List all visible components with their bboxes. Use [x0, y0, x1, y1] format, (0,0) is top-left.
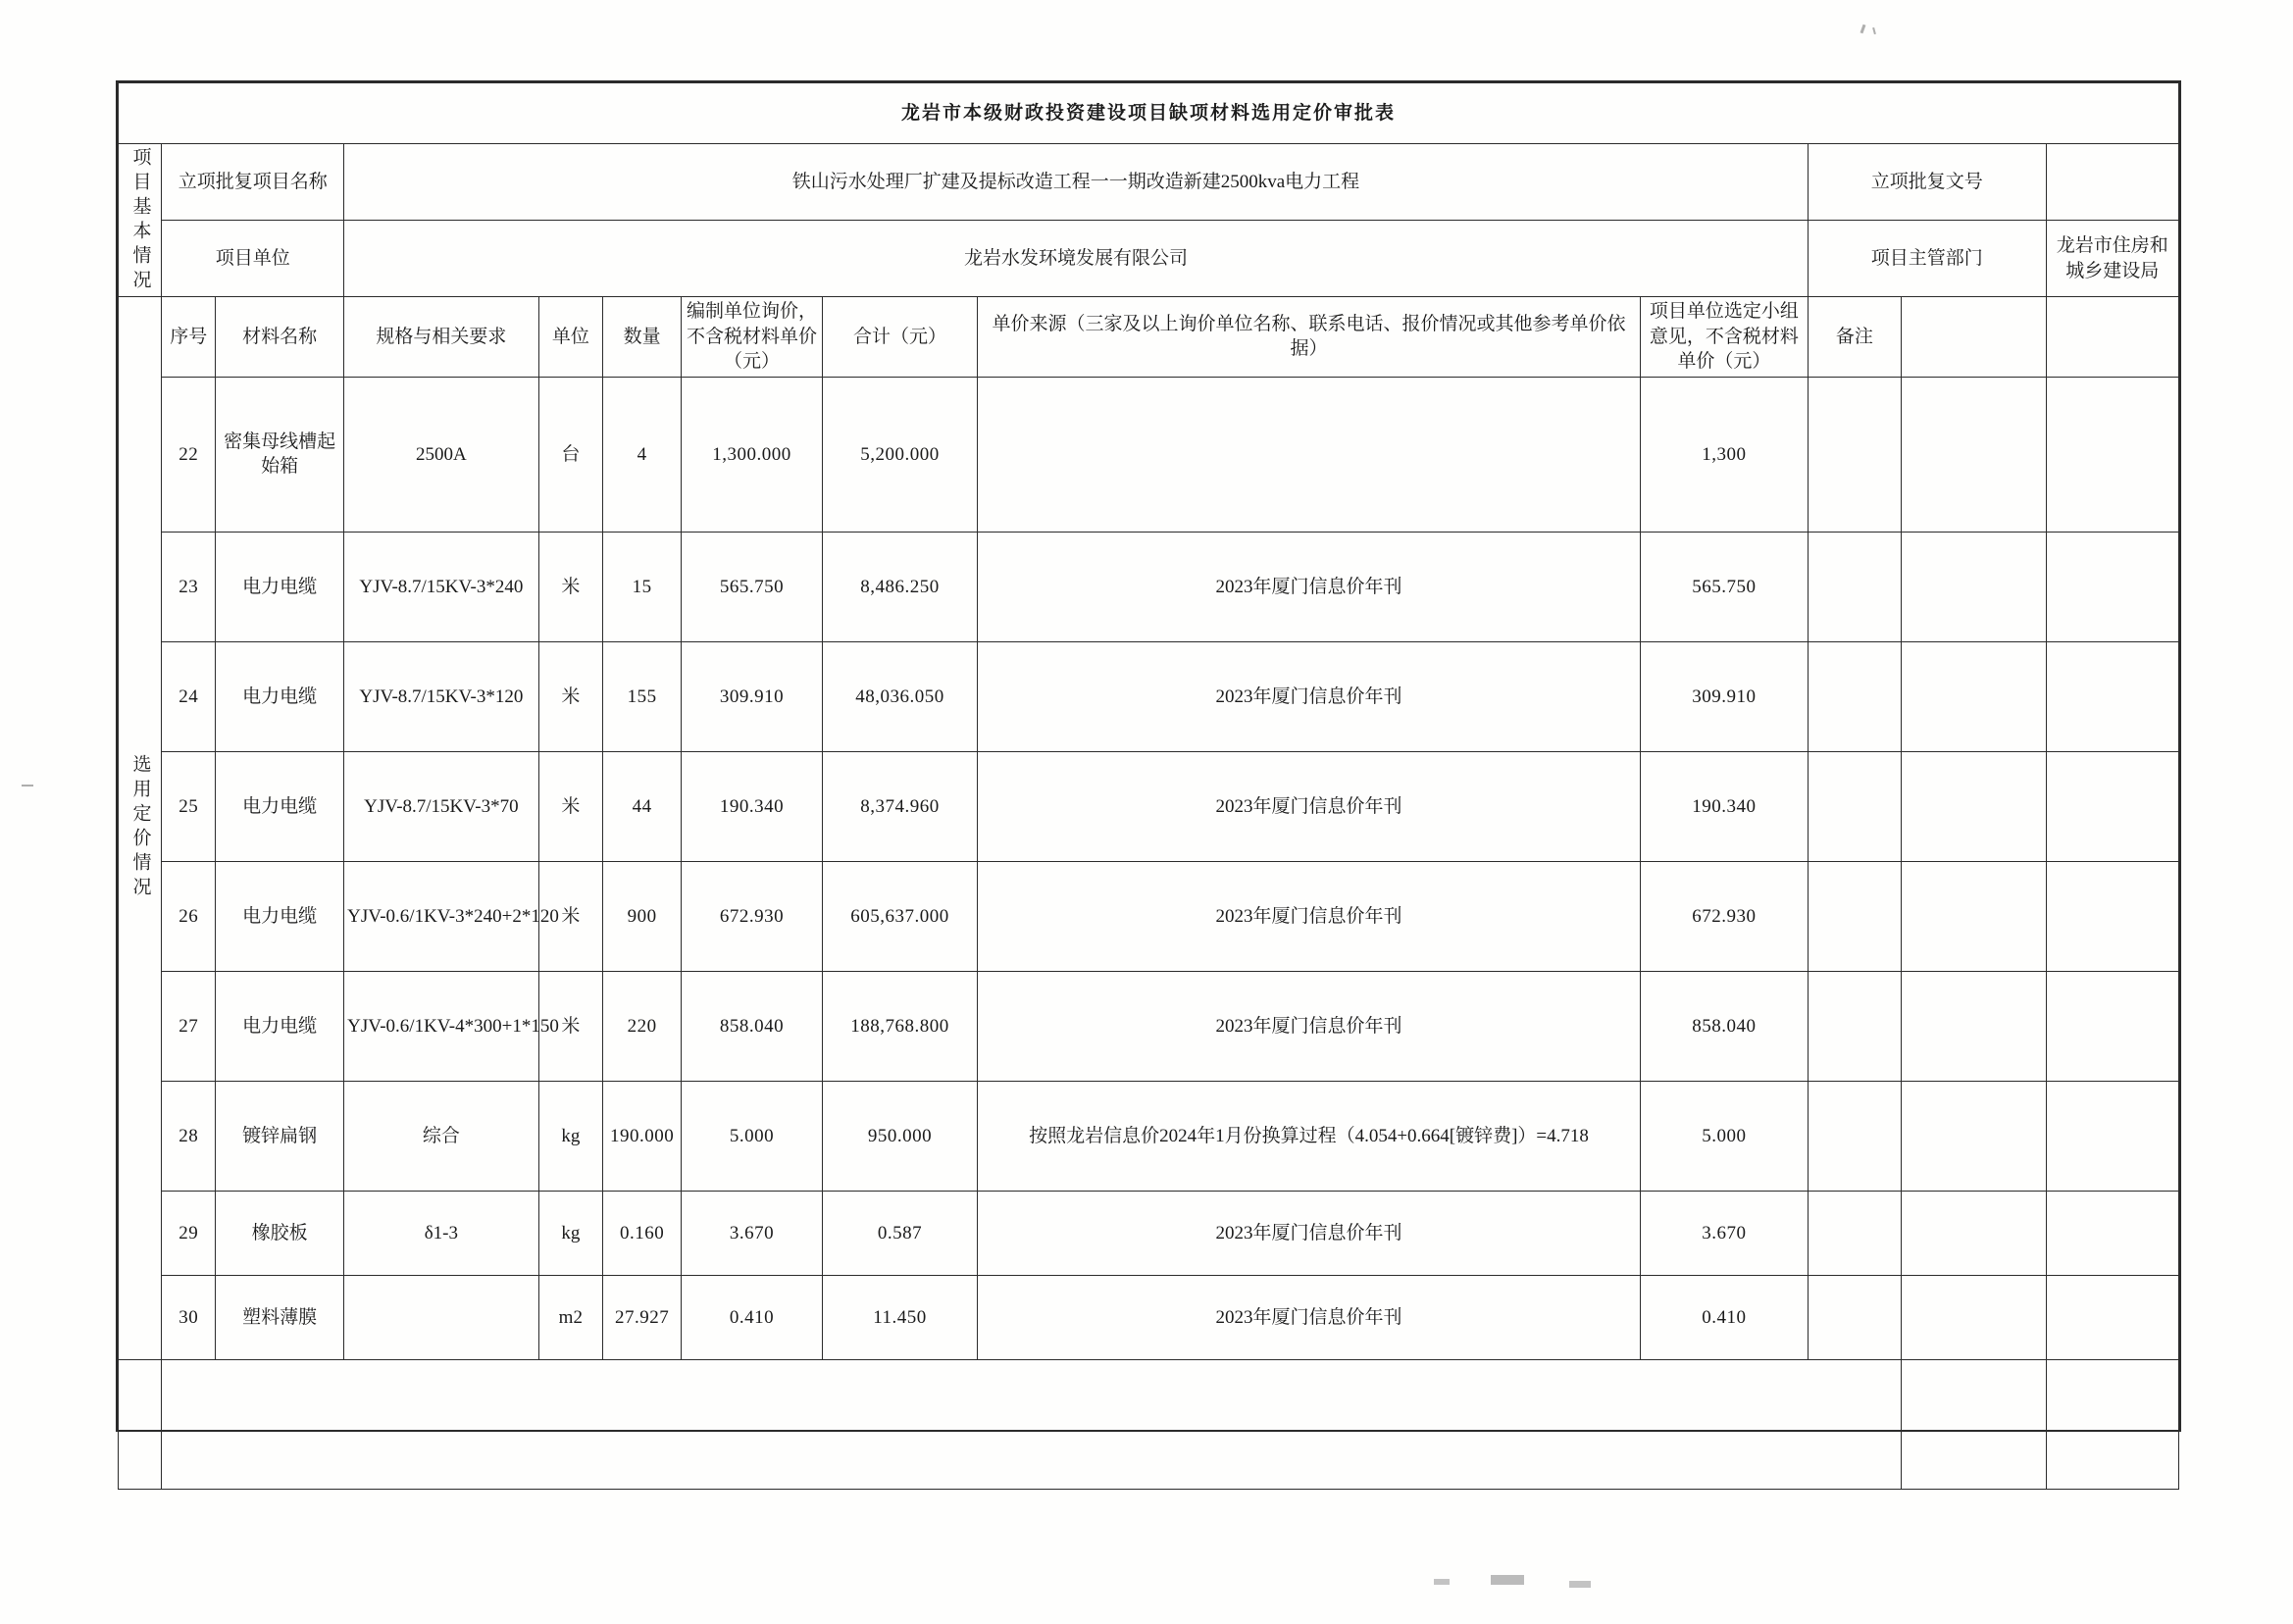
table-row-qty: 155 [603, 641, 682, 751]
table-row-name: 橡胶板 [216, 1191, 344, 1275]
table-row-spec: YJV-8.7/15KV-3*120 [344, 641, 538, 751]
table-row-source: 2023年厦门信息价年刊 [978, 1275, 1641, 1359]
scan-speck [1491, 1575, 1524, 1585]
table-row-spec: 综合 [344, 1081, 538, 1191]
column-header-unit: 单位 [538, 297, 602, 378]
table-row-extra-1 [1901, 1191, 2046, 1275]
table-row-remark [1808, 377, 1901, 532]
table-row-unit: 米 [538, 861, 602, 971]
table-row-source: 2023年厦门信息价年刊 [978, 532, 1641, 641]
table-row-unit: 米 [538, 971, 602, 1081]
table-row-source: 2023年厦门信息价年刊 [978, 1191, 1641, 1275]
table-row-unit: m2 [538, 1275, 602, 1359]
table-row-total: 0.587 [822, 1191, 977, 1275]
bottom-blank-main [162, 1359, 1902, 1489]
table-row-qty: 0.160 [603, 1191, 682, 1275]
table-row-extra-1 [1901, 971, 2046, 1081]
table-row-spec: δ1-3 [344, 1191, 538, 1275]
table-row-unit-price: 858.040 [682, 971, 823, 1081]
table-row-qty: 4 [603, 377, 682, 532]
column-header-remark: 备注 [1808, 297, 1901, 378]
scan-speck [1860, 25, 1866, 33]
scan-speck [1434, 1579, 1450, 1585]
approval-doc-value [2046, 144, 2178, 221]
table-row-selected-price: 3.670 [1640, 1191, 1808, 1275]
table-row-selected-price: 858.040 [1640, 971, 1808, 1081]
table-row-source: 2023年厦门信息价年刊 [978, 971, 1641, 1081]
table-row-qty: 900 [603, 861, 682, 971]
project-unit-value: 龙岩水发环境发展有限公司 [344, 221, 1809, 297]
table-row-total: 950.000 [822, 1081, 977, 1191]
table-row-remark [1808, 532, 1901, 641]
table-row-source: 2023年厦门信息价年刊 [978, 861, 1641, 971]
table-row-source: 2023年厦门信息价年刊 [978, 751, 1641, 861]
column-header-no: 序号 [162, 297, 216, 378]
table-row-extra-2 [2046, 1191, 2178, 1275]
authority-value: 龙岩市住房和城乡建设局 [2046, 221, 2178, 297]
table-row-spec: YJV-0.6/1KV-3*240+2*120 [344, 861, 538, 971]
table-row-extra-1 [1901, 1081, 2046, 1191]
table-row-no: 26 [162, 861, 216, 971]
table-row-spec: 2500A [344, 377, 538, 532]
table-row-total: 8,374.960 [822, 751, 977, 861]
table-row-unit-price: 565.750 [682, 532, 823, 641]
column-header-unit-price: 编制单位询价，不含税材料单价（元） [682, 297, 823, 378]
table-row-source [978, 377, 1641, 532]
table-row-qty: 220 [603, 971, 682, 1081]
table-row-unit-price: 0.410 [682, 1275, 823, 1359]
table-row-extra-1 [1901, 751, 2046, 861]
table-row-remark [1808, 1081, 1901, 1191]
scan-speck [1872, 27, 1876, 34]
table-row-name: 镀锌扁钢 [216, 1081, 344, 1191]
table-row-name: 塑料薄膜 [216, 1275, 344, 1359]
scan-speck [22, 785, 33, 787]
table-row-selected-price: 309.910 [1640, 641, 1808, 751]
page-title: 龙岩市本级财政投资建设项目缺项材料选用定价审批表 [119, 83, 2179, 144]
column-header-name: 材料名称 [216, 297, 344, 378]
authority-label: 项目主管部门 [1808, 221, 2046, 297]
column-header-qty: 数量 [603, 297, 682, 378]
bottom-blank-extra-2 [2046, 1359, 2178, 1489]
table-row-name: 电力电缆 [216, 861, 344, 971]
table-row-remark [1808, 1275, 1901, 1359]
approval-doc-label: 立项批复文号 [1808, 144, 2046, 221]
table-row-no: 23 [162, 532, 216, 641]
table-row-source: 2023年厦门信息价年刊 [978, 641, 1641, 751]
table-row-selected-price: 1,300 [1640, 377, 1808, 532]
table-row-remark [1808, 751, 1901, 861]
table-row-qty: 15 [603, 532, 682, 641]
table-row-qty: 27.927 [603, 1275, 682, 1359]
table-row-qty: 44 [603, 751, 682, 861]
table-row-unit-price: 309.910 [682, 641, 823, 751]
table-row-remark [1808, 1191, 1901, 1275]
bottom-blank-extra-1 [1901, 1359, 2046, 1489]
table-row-name: 密集母线槽起始箱 [216, 377, 344, 532]
table-row-extra-2 [2046, 861, 2178, 971]
table-row-extra-2 [2046, 641, 2178, 751]
table-row-spec: YJV-8.7/15KV-3*240 [344, 532, 538, 641]
selection-info-label-text: 选用定价情况 [129, 754, 151, 902]
table-row-no: 25 [162, 751, 216, 861]
basic-info-label-text: 项目基本情况 [129, 146, 151, 294]
table-row-name: 电力电缆 [216, 641, 344, 751]
table-row-remark [1808, 861, 1901, 971]
table-row-source: 按照龙岩信息价2024年1月份换算过程（4.054+0.664[镀锌费]）=4.718 [978, 1081, 1641, 1191]
table-row-extra-1 [1901, 377, 2046, 532]
table-row-no: 22 [162, 377, 216, 532]
column-header-selected-price: 项目单位选定小组意见，不含税材料单价（元） [1640, 297, 1808, 378]
table-row-spec [344, 1275, 538, 1359]
table-row-unit: 米 [538, 751, 602, 861]
table-row-extra-2 [2046, 377, 2178, 532]
column-header-extra-1 [1901, 297, 2046, 378]
table-row-name: 电力电缆 [216, 751, 344, 861]
project-unit-label: 项目单位 [162, 221, 344, 297]
approval-form-sheet [116, 80, 2181, 1432]
basic-info-vertical-label [119, 144, 162, 297]
column-header-extra-2 [2046, 297, 2178, 378]
table-row-extra-1 [1901, 861, 2046, 971]
table-row-unit-price: 672.930 [682, 861, 823, 971]
table-row-extra-1 [1901, 532, 2046, 641]
table-row-extra-2 [2046, 532, 2178, 641]
table-row-selected-price: 5.000 [1640, 1081, 1808, 1191]
table-row-remark [1808, 971, 1901, 1081]
table-row-no: 28 [162, 1081, 216, 1191]
table-row-no: 30 [162, 1275, 216, 1359]
table-row-spec: YJV-8.7/15KV-3*70 [344, 751, 538, 861]
column-header-source: 单价来源（三家及以上询价单位名称、联系电话、报价情况或其他参考单价依据） [978, 297, 1641, 378]
table-row-total: 188,768.800 [822, 971, 977, 1081]
table-row-extra-2 [2046, 751, 2178, 861]
table-row-remark [1808, 641, 1901, 751]
table-row-no: 24 [162, 641, 216, 751]
table-row-unit: 台 [538, 377, 602, 532]
table-row-no: 29 [162, 1191, 216, 1275]
project-name-label: 立项批复项目名称 [162, 144, 344, 221]
table-row-total: 48,036.050 [822, 641, 977, 751]
table-row-total: 605,637.000 [822, 861, 977, 971]
table-row-extra-2 [2046, 1081, 2178, 1191]
table-row-name: 电力电缆 [216, 532, 344, 641]
table-row-extra-1 [1901, 1275, 2046, 1359]
table-row-total: 8,486.250 [822, 532, 977, 641]
table-row-unit-price: 1,300.000 [682, 377, 823, 532]
table-row-selected-price: 565.750 [1640, 532, 1808, 641]
table-row-unit-price: 3.670 [682, 1191, 823, 1275]
table-row-extra-2 [2046, 971, 2178, 1081]
table-row-unit: kg [538, 1081, 602, 1191]
table-row-unit: kg [538, 1191, 602, 1275]
table-row-selected-price: 190.340 [1640, 751, 1808, 861]
table-row-qty: 190.000 [603, 1081, 682, 1191]
table-row-extra-2 [2046, 1275, 2178, 1359]
table-row-unit: 米 [538, 532, 602, 641]
table-row-unit-price: 5.000 [682, 1081, 823, 1191]
table-row-total: 5,200.000 [822, 377, 977, 532]
table-row-selected-price: 0.410 [1640, 1275, 1808, 1359]
approval-form-table [118, 82, 2179, 1490]
scan-speck [1569, 1581, 1591, 1588]
project-name-value: 铁山污水处理厂扩建及提标改造工程一一期改造新建2500kva电力工程 [344, 144, 1809, 221]
table-row-total: 11.450 [822, 1275, 977, 1359]
table-row-name: 电力电缆 [216, 971, 344, 1081]
table-row-unit: 米 [538, 641, 602, 751]
table-row-selected-price: 672.930 [1640, 861, 1808, 971]
table-row-no: 27 [162, 971, 216, 1081]
column-header-spec: 规格与相关要求 [344, 297, 538, 378]
column-header-total: 合计（元） [822, 297, 977, 378]
table-row-extra-1 [1901, 641, 2046, 751]
table-row-spec: YJV-0.6/1KV-4*300+1*150 [344, 971, 538, 1081]
table-row-unit-price: 190.340 [682, 751, 823, 861]
selection-info-vertical-label [119, 297, 162, 1360]
bottom-blank-left [119, 1359, 162, 1489]
